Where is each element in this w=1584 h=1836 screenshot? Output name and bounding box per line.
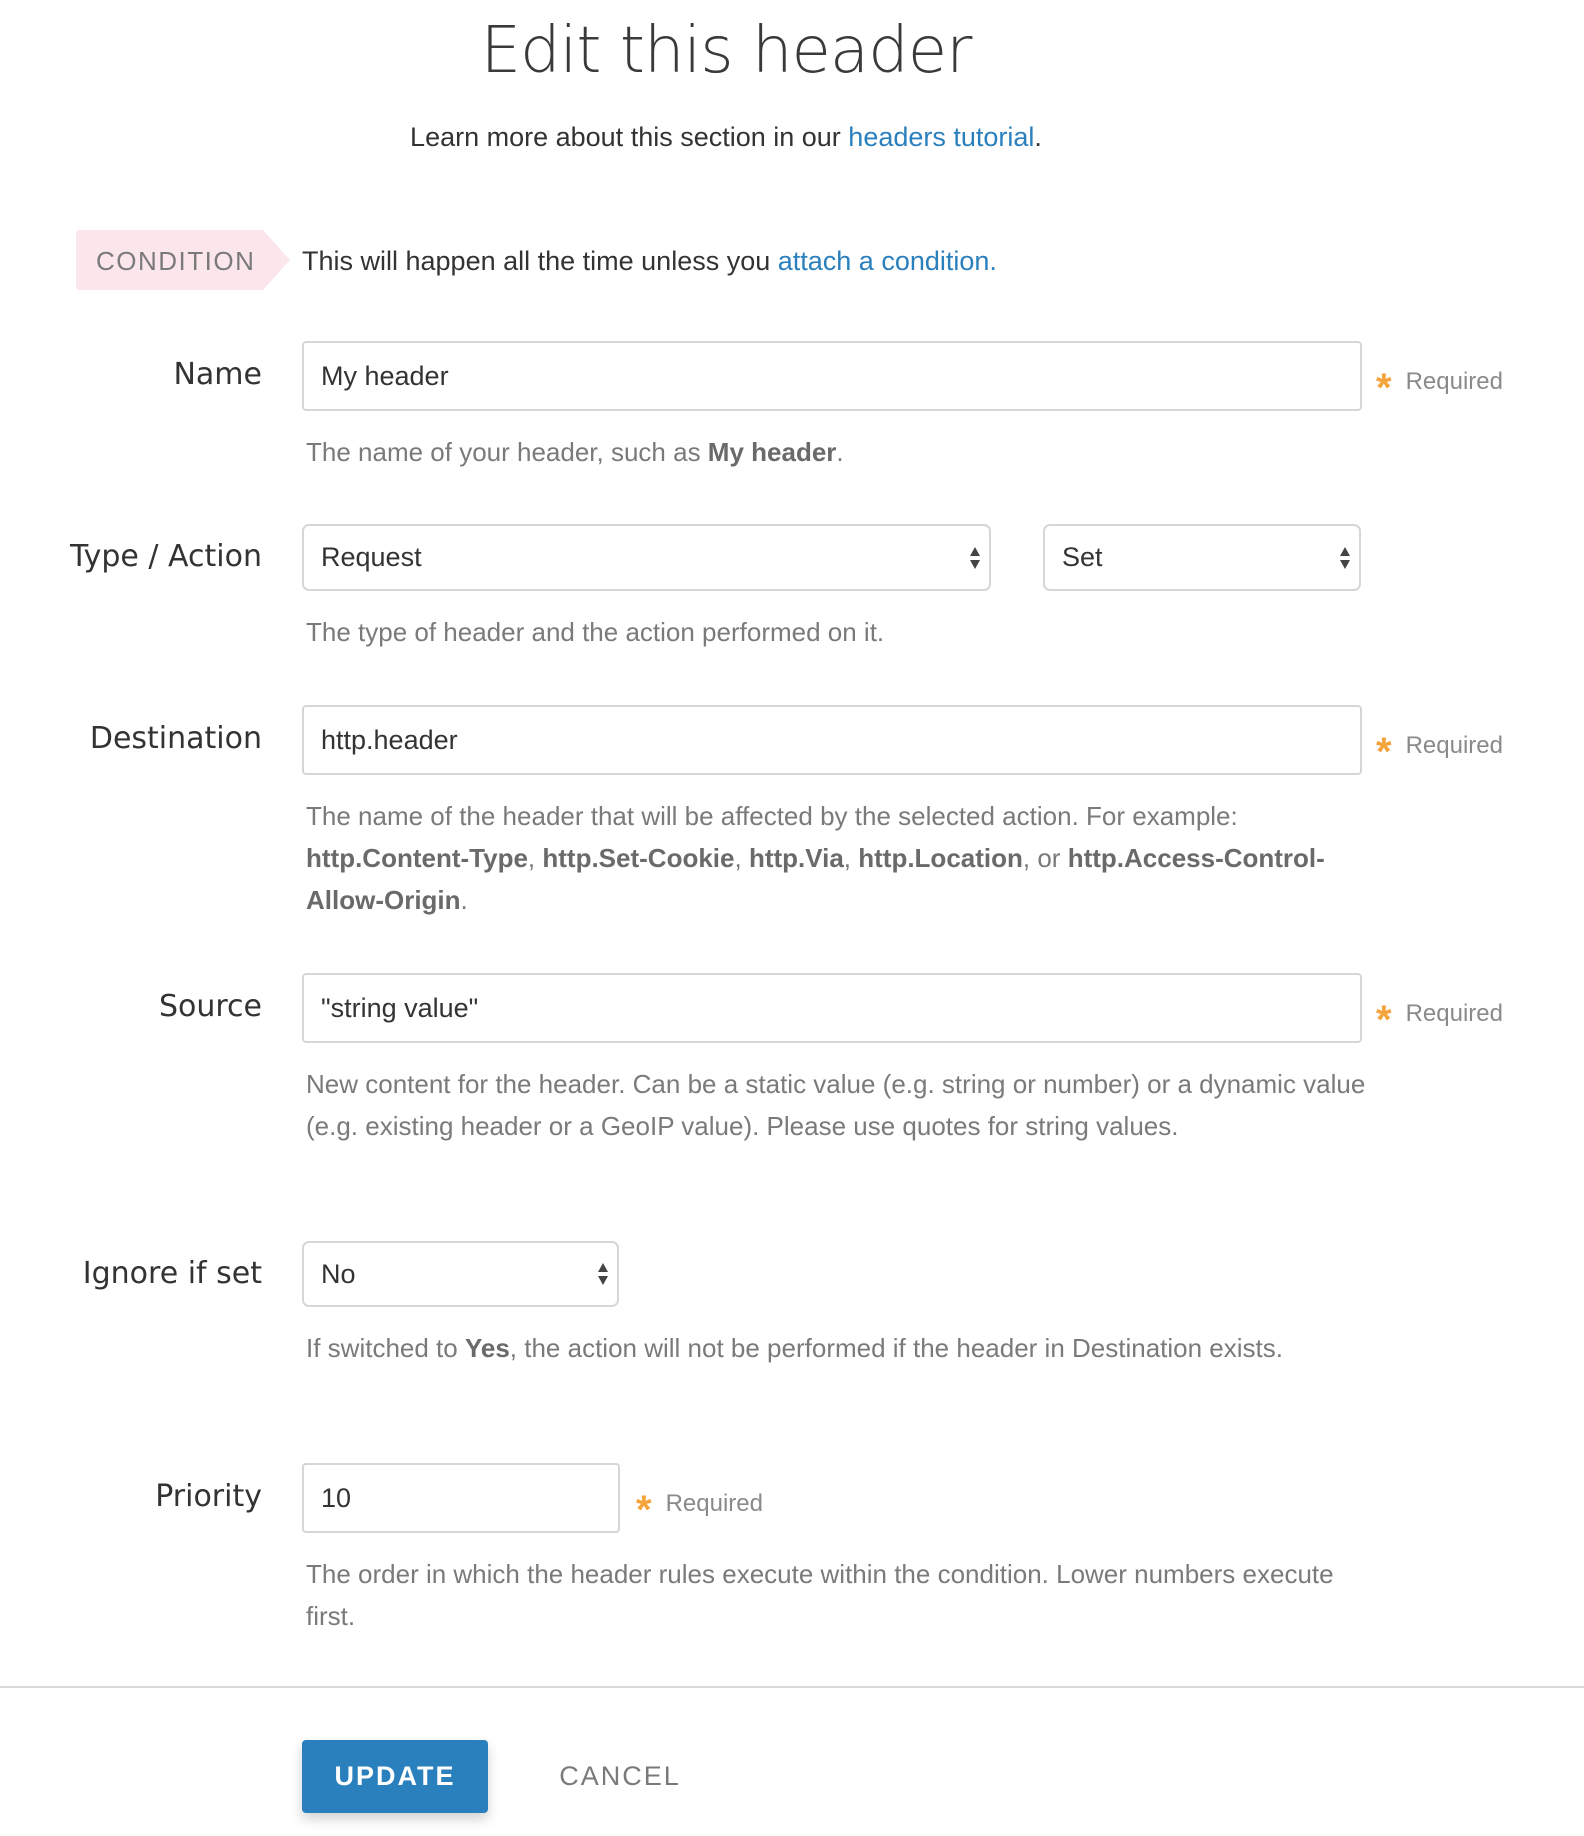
type-action-label: Type / Action	[69, 539, 262, 574]
ignore-help-rest: , the action will not be performed if the header in Destination exists.	[509, 1333, 1283, 1363]
source-input[interactable]	[302, 973, 1362, 1043]
priority-label: Priority	[155, 1479, 262, 1514]
name-help-text: The name of your header, such as	[306, 437, 708, 467]
source-label: Source	[158, 989, 262, 1024]
destination-help-period: .	[460, 885, 468, 915]
action-select-value: Set	[1062, 542, 1103, 572]
attach-condition-link[interactable]: attach a condition.	[777, 246, 997, 276]
example-access-control: http.Access-Control-Allow-Origin	[306, 843, 1325, 915]
example-content-type: http.Content-Type	[306, 843, 528, 873]
priority-required	[636, 1478, 763, 1530]
type-select-value: Request	[321, 542, 422, 572]
destination-help	[306, 795, 1366, 921]
type-select[interactable]	[302, 524, 991, 591]
condition-badge-label: CONDITION	[96, 246, 256, 276]
required-asterisk-icon: *	[1376, 998, 1392, 1042]
separator-or: , or	[1022, 843, 1068, 873]
destination-help-text: The name of the header that will be affected by the selected action. For example:	[306, 801, 1238, 831]
ignore-if-set-select[interactable]	[302, 1241, 619, 1307]
example-set-cookie: http.Set-Cookie	[542, 843, 735, 873]
destination-label: Destination	[89, 721, 262, 756]
name-help-period: .	[836, 437, 844, 467]
name-help-example: My header	[707, 437, 837, 467]
required-text: Required	[1405, 1000, 1503, 1027]
page-subtitle	[0, 122, 1452, 153]
subtitle-period: .	[1034, 122, 1042, 152]
required-asterisk-icon: *	[636, 1488, 652, 1532]
name-input-value: My header	[321, 360, 449, 391]
subtitle-text: Learn more about this section in our	[410, 122, 849, 152]
update-button[interactable]: UPDATE	[302, 1740, 488, 1813]
source-help: New content for the header. Can be a static value (e.g. string or number) or a dynamic value (e.g. existing header or a GeoIP value). Please use quotes for string values.	[306, 1069, 1366, 1141]
destination-required	[1376, 720, 1503, 772]
footer-divider	[0, 1686, 1584, 1688]
example-via: http.Via	[748, 843, 844, 873]
ignore-if-set-value: No	[321, 1258, 356, 1289]
select-arrows-icon	[1339, 545, 1351, 571]
required-asterisk-icon: *	[1376, 730, 1392, 774]
ignore-if-set-help	[306, 1327, 1366, 1369]
separator: ,	[527, 843, 543, 873]
destination-input-value: http.header	[321, 724, 458, 755]
required-asterisk-icon: *	[1376, 366, 1392, 410]
select-arrows-icon	[597, 1261, 609, 1287]
required-text: Required	[665, 1490, 763, 1517]
name-input[interactable]	[302, 341, 1362, 411]
ignore-if-set-label: Ignore if set	[82, 1256, 262, 1291]
ignore-help-text: If switched to	[306, 1333, 465, 1363]
required-text: Required	[1405, 368, 1503, 395]
separator: ,	[734, 843, 749, 873]
name-required	[1376, 356, 1503, 408]
action-select[interactable]	[1043, 524, 1361, 591]
example-location: http.Location	[858, 843, 1023, 873]
priority-help: The order in which the header rules execute within the condition. Lower numbers execute first.	[306, 1559, 1334, 1631]
source-input-value: "string value"	[321, 992, 479, 1023]
source-required	[1376, 988, 1503, 1040]
headers-tutorial-link[interactable]: headers tutorial	[848, 122, 1035, 152]
type-action-help: The type of header and the action performed on it.	[306, 617, 885, 647]
destination-input[interactable]	[302, 705, 1362, 775]
page-title: Edit this header	[480, 14, 972, 88]
condition-text	[302, 246, 997, 277]
condition-text-prefix: This will happen all the time unless you	[302, 246, 778, 276]
select-arrows-icon	[969, 545, 981, 571]
priority-input[interactable]	[302, 1463, 620, 1533]
ignore-help-yes: Yes	[464, 1333, 510, 1363]
name-help	[306, 431, 1366, 473]
condition-badge	[76, 230, 290, 290]
cancel-button[interactable]: CANCEL	[540, 1740, 700, 1813]
name-label: Name	[173, 357, 262, 392]
separator: ,	[843, 843, 859, 873]
required-text: Required	[1405, 732, 1503, 759]
priority-input-value: 10	[321, 1482, 352, 1513]
